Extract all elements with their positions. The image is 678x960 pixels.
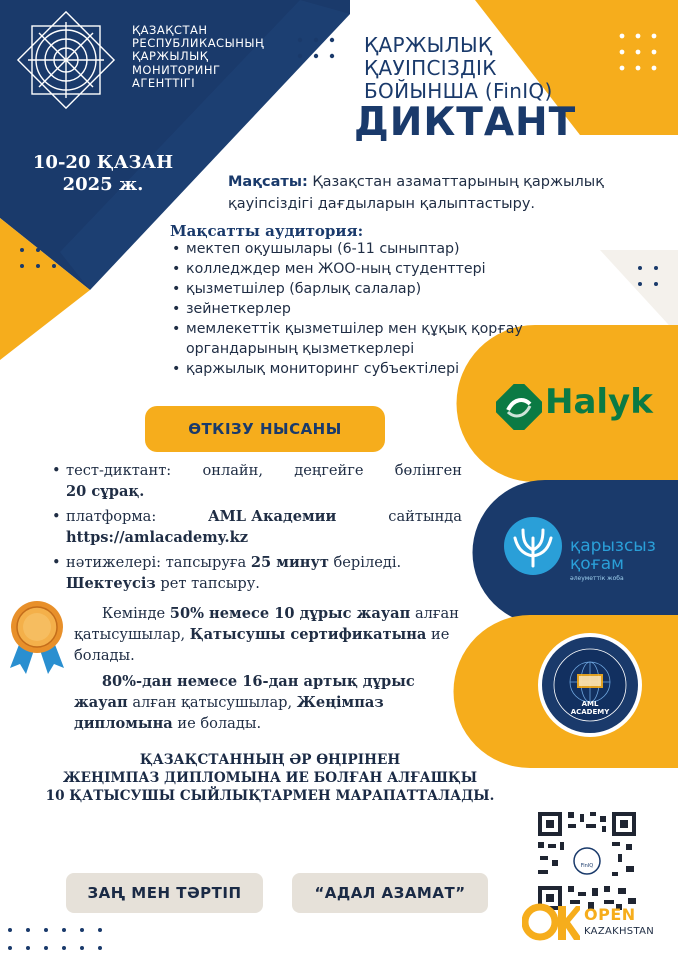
aml-academy-logo-icon xyxy=(537,632,643,738)
aml-academy-label: AML ACADEMY xyxy=(570,700,610,716)
watermark-open: OPEN xyxy=(584,905,636,924)
qogam-name-line1: қарызсыз xyxy=(570,536,656,556)
goal-text: Мақсаты: Қазақстан азаматтарының қаржылық қауіпсіздігі дағдыларын қалыптастыру. xyxy=(228,174,604,212)
list-item: • колледждер мен ЖОО-ның студенттері xyxy=(170,259,550,279)
certificate-text xyxy=(74,603,470,739)
list-item: • қаржылық мониторинг субъектілері xyxy=(170,359,550,379)
list-item: • мемлекеттік қызметшілер мен құқық қорғау органдарының қызметкерлері xyxy=(170,319,550,359)
audience-list xyxy=(170,239,550,379)
page-title: ДИКТАНТ xyxy=(354,100,577,145)
format-heading: ӨТКІЗУ НЫСАНЫ xyxy=(145,406,385,452)
honest-citizen-button[interactable]: “АДАЛ АЗАМАТ” xyxy=(292,873,488,913)
qr-code[interactable] xyxy=(532,806,642,916)
list-item: • қызметшілер (барлық салалар) xyxy=(170,279,550,299)
format-list xyxy=(52,460,462,598)
goal-label: Мақсаты: xyxy=(228,174,308,190)
halyk-logo-icon xyxy=(496,384,542,430)
medal-icon xyxy=(6,598,68,676)
diploma-paragraph: 80%-дан немесе 16-дан артық дұрыс жауап алған қатысушылар, Жеңімпаз дипломына ие болады. xyxy=(74,673,415,732)
qogam-tagline: әлеуметтік жоба xyxy=(570,575,624,582)
audience-heading: Мақсатты аудитория: xyxy=(170,222,364,240)
qr-center-label: FinIQ xyxy=(580,863,594,869)
list-item: • платформа: AML Академии сайтында https://amlacademy.kz xyxy=(52,506,462,548)
list-item: • тест-диктант: онлайн, деңгейге бөлінген 20 сұрақ. xyxy=(52,460,462,502)
law-and-order-button[interactable]: ЗАҢ МЕН ТӘРТІП xyxy=(66,873,263,913)
list-item: • мектеп оқушылары (6-11 сыныптар) xyxy=(170,239,550,259)
certificate-paragraph: Кемінде 50% немесе 10 дұрыс жауап алған қатысушылар, Қатысушы сертификатына ие болады. xyxy=(74,605,459,664)
list-item: • нәтижелері: тапсыруға 25 минут беріледі. Шектеусіз рет тапсыру. xyxy=(52,552,462,594)
award-note: ҚАЗАҚСТАННЫҢ ӘР ӨҢІРІНЕН ЖЕҢІМПАЗ ДИПЛОМЫНА ИЕ БОЛҒАН АЛҒАШҚЫ 10 ҚАТЫСУШЫ СЫЙЛЫҚТАРМЕН МАРАПАТТАЛАДЫ. xyxy=(45,752,495,804)
watermark-kazakhstan: KAZAKHSTAN xyxy=(584,926,654,937)
platform-link[interactable]: https://amlacademy.kz xyxy=(66,529,249,546)
event-date: 10-20 ҚАЗАН 2025 ж. xyxy=(32,152,174,195)
qr-code-icon xyxy=(532,806,642,916)
list-item: • зейнеткерлер xyxy=(170,299,550,319)
agency-name: ҚАЗАҚСТАН РЕСПУБЛИКАСЫНЫҢ ҚАРЖЫЛЫҚ МОНИТОРИНГ АГЕНТТІГІ xyxy=(132,23,265,90)
open-kazakhstan-logo-icon xyxy=(522,902,580,942)
halyk-logo-text: Halyk xyxy=(545,382,653,422)
qogam-logo-icon xyxy=(503,516,563,576)
qogam-name-line2: қоғам xyxy=(570,554,624,574)
agency-emblem-icon xyxy=(10,4,122,116)
dictation-subtitle: ҚАРЖЫЛЫҚ ҚАУІПСІЗДІК БОЙЫНША (FinIQ) xyxy=(364,33,553,103)
